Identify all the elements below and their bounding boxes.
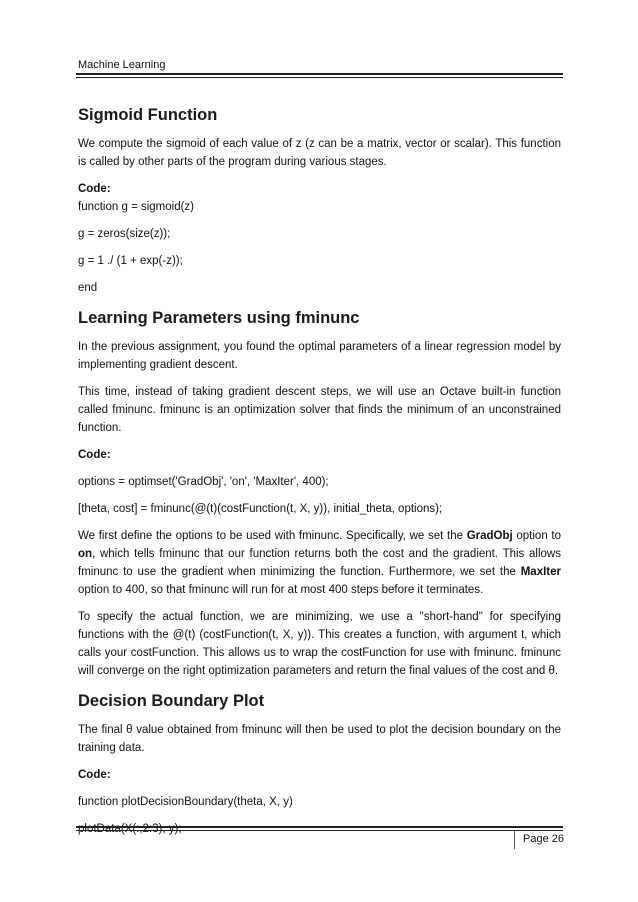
decision-code-line-1: function plotDecisionBoundary(theta, X, y) xyxy=(78,796,293,808)
p3-text-c: option to xyxy=(512,530,561,542)
page-number-box xyxy=(514,831,564,849)
sigmoid-heading: Sigmoid Function xyxy=(78,106,218,124)
fminunc-paragraph-3 xyxy=(78,527,561,599)
p3-text-e: , which tells fminunc that our function returns both the cost and the gradient. This allows fminunc to use the gradient when minimizing the function. Furthermore, we set the xyxy=(78,548,561,578)
sigmoid-code-line-4: end xyxy=(78,282,98,294)
on-term: on xyxy=(78,548,93,560)
decision-code-label: Code: xyxy=(78,769,111,781)
fminunc-paragraph-4: To specify the actual function, we are minimizing, we use a "short-hand" for specifying functions with the @(t) (costFunction(t, X, y)). This creates a function, with argument t, which calls your costFunction. This allows us to wrap the costFunction for use with fminunc. fminunc will converge on the right optimization parameters and return the final values of the cost and θ. xyxy=(78,611,561,677)
decision-code-line-2: plotData(X(:,2:3), y); xyxy=(78,823,182,835)
maxiter-term: MaxIter xyxy=(520,566,561,578)
fminunc-paragraph-1: In the previous assignment, you found the optimal parameters of a linear regression model by implementing gradient descent. xyxy=(78,341,561,371)
page-number: Page 26 xyxy=(523,833,564,845)
fminunc-code-line-1: options = optimset('GradObj', 'on', 'MaxIter', 400); xyxy=(78,476,329,488)
decision-paragraph-1: The final θ value obtained from fminunc will then be used to plot the decision boundary on the training data. xyxy=(78,724,561,754)
gradobj-term: GradObj xyxy=(466,530,513,542)
fminunc-code-line-2: [theta, cost] = fminunc(@(t)(costFunction(t, X, y)), initial_theta, options); xyxy=(78,503,443,515)
running-header: Machine Learning xyxy=(78,59,166,71)
sigmoid-intro: We compute the sigmoid of each value of z (z can be a matrix, vector or scalar). This function is called by other parts of the program during various stages. xyxy=(78,138,561,168)
fminunc-code-label: Code: xyxy=(78,449,111,461)
p3-text-g: option to 400, so that fminunc will run for at most 400 steps before it terminates. xyxy=(78,584,484,596)
p3-text-a: We first define the options to be used with fminunc. Specifically, we set the xyxy=(78,530,467,542)
page-content xyxy=(78,100,561,838)
sigmoid-code-label: Code: xyxy=(78,183,111,195)
fminunc-paragraph-2: This time, instead of taking gradient descent steps, we will use an Octave built-in function called fminunc. fminunc is an optimization solver that finds the minimum of an unconstrained function. xyxy=(78,386,561,434)
sigmoid-code-line-2: g = zeros(size(z)); xyxy=(78,228,171,240)
sigmoid-code-line-1: function g = sigmoid(z) xyxy=(78,201,195,213)
fminunc-heading: Learning Parameters using fminunc xyxy=(78,309,360,327)
decision-heading: Decision Boundary Plot xyxy=(78,692,265,710)
footer-rule xyxy=(76,826,563,831)
sigmoid-code-line-3: g = 1 ./ (1 + exp(-z)); xyxy=(78,255,183,267)
header-rule xyxy=(76,73,563,78)
